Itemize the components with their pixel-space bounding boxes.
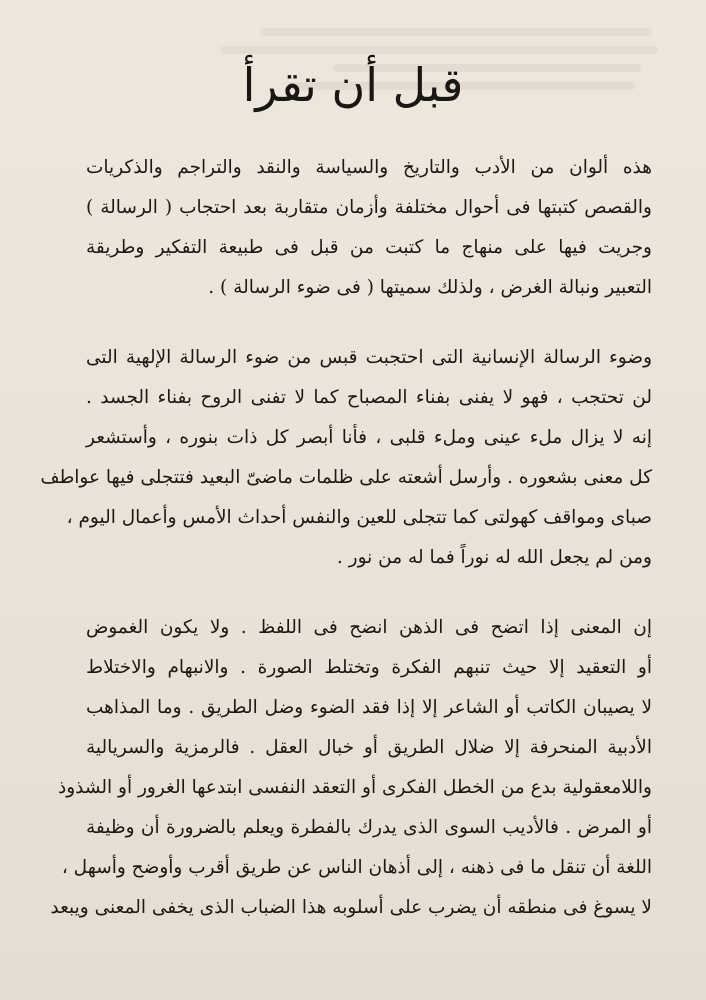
text-line: كل معنى بشعوره . وأرسل أشعته على ظلمات ماضىّ البعيد فتتجلى فيها عواطف — [40, 467, 652, 488]
paragraph-1 — [86, 148, 652, 308]
paragraph-2 — [40, 338, 652, 578]
text-line: ومن لم يجعل الله له نوراً فما له من نور . — [336, 547, 652, 568]
text-line: لا يصيبان الكاتب أو الشاعر إلا إذا فقد الضوء وضل الطريق . وما المذاهب — [86, 697, 652, 718]
text-line: لن تحتجب ، فهو لا يفنى بفناء المصباح كما لا تفنى الروح بفناء الجسد . — [86, 387, 652, 408]
text-line: هذه ألوان من الأدب والتاريخ والسياسة والنقد والتراجم والذكريات — [86, 157, 652, 178]
text-line: إن المعنى إذا اتضح فى الذهن انضح فى اللفظ . ولا يكون الغموض — [86, 617, 652, 638]
text-line: واللامعقولية بدع من الخطل الفكرى أو التعقد النفسى ابتدعها الغرور أو الشذوذ — [57, 777, 652, 798]
text-line: لا يسوغ فى منطقه أن يضرب على أسلوبه هذا الضباب الذى يخفى المعنى ويبعد — [50, 897, 652, 918]
text-line: والقصص كتبتها فى أحوال مختلفة وأزمان متقاربة بعد احتجاب ( الرسالة ) — [86, 197, 652, 218]
text-line: اللغة أن تنقل ما فى ذهنه ، إلى أذهان الناس عن طريق أقرب وأوضح وأسهل ، — [61, 857, 652, 878]
page-body — [40, 148, 652, 958]
text-line: وجريت فيها على منهاج ما كتبت من قبل فى طبيعة التفكير وطريقة — [86, 237, 652, 258]
text-line: وضوء الرسالة الإنسانية التى احتجبت قبس من ضوء الرسالة الإلهية التى — [86, 347, 652, 368]
text-line: إنه لا يزال ملء عينى وملء قلبى ، فأنا أبصر كل ذات بنوره ، وأستشعر — [86, 427, 652, 448]
text-line: أو المرض . فالأديب السوى الذى يدرك بالفطرة ويعلم بالضرورة أن وظيفة — [86, 817, 652, 838]
paragraph-3 — [50, 608, 652, 928]
text-line: التعبير ونبالة الغرض ، ولذلك سميتها ( فى ضوء الرسالة ) . — [208, 277, 652, 298]
text-line: صباى ومواقف كهولتى كما تتجلى للعين والنفس أحداث الأمس وأعمال اليوم ، — [66, 507, 652, 528]
text-line: أو التعقيد إلا حيث تنبهم الفكرة وتختلط الصورة . والانبهام والاختلاط — [86, 657, 652, 678]
text-line: الأدبية المنحرفة إلا ضلال الطريق أو خبال العقل . فالرمزية والسريالية — [86, 737, 652, 758]
page-title: قبل أن تقرأ — [242, 58, 464, 112]
